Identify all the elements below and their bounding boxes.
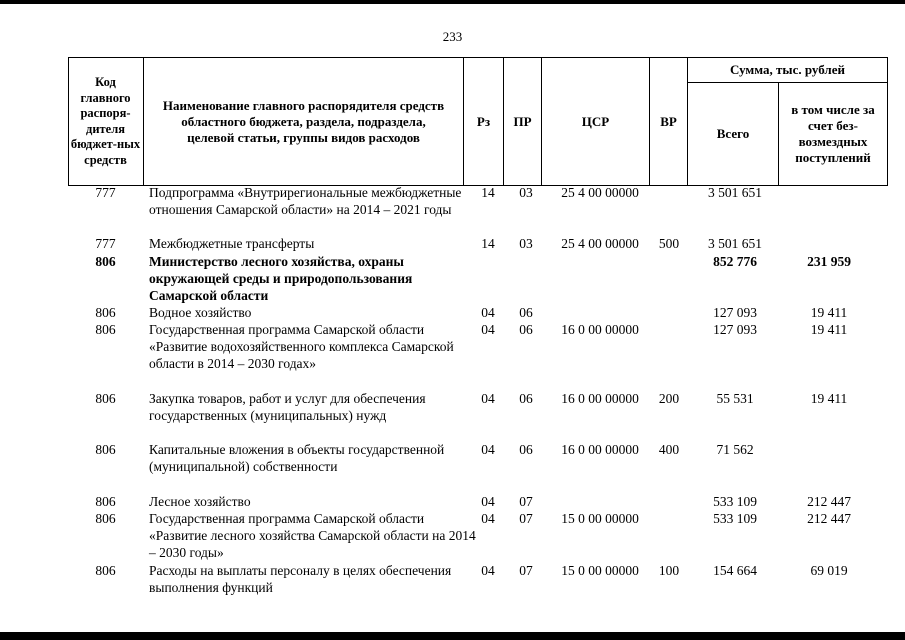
- row-free: 69 019: [810, 563, 848, 578]
- row-code: 806: [95, 494, 116, 509]
- row-rz: 04: [481, 442, 495, 457]
- row-code: 806: [95, 391, 116, 406]
- row-vr: 500: [658, 236, 680, 251]
- header-free-label: в том числе за счет без-возмездных поступлений: [791, 102, 875, 165]
- row-rz: 04: [481, 305, 495, 320]
- row-csr: 16 0 00 00000: [561, 322, 639, 337]
- header-name-label: Наименование главного распорядителя средств областного бюджета, раздела, подраздела, целевой статьи, группы видов расходов: [162, 97, 445, 145]
- row-total: 3 501 651: [708, 236, 762, 251]
- row-vr: 100: [658, 563, 680, 578]
- row-code: 806: [95, 254, 116, 269]
- row-rz: 04: [481, 511, 495, 526]
- header-code-label: Код главного распоря-дителя бюджет-ных средств: [70, 75, 141, 167]
- row-pr: 07: [519, 511, 533, 526]
- row-name: Закупка товаров, работ и услуг для обеспечения государственных (муниципальных) нужд: [149, 391, 426, 423]
- row-pr: 06: [519, 322, 533, 337]
- header-csr: [542, 57, 650, 186]
- row-total: 3 501 651: [708, 185, 762, 200]
- row-rz: 04: [481, 322, 495, 337]
- bottom-scan-border: [0, 632, 905, 640]
- row-total: 533 109: [713, 494, 757, 509]
- header-total: [688, 82, 779, 186]
- row-rz: 04: [481, 563, 495, 578]
- top-scan-border: [0, 0, 905, 4]
- row-rz: 04: [481, 494, 495, 509]
- row-name: Межбюджетные трансферты: [149, 236, 315, 251]
- row-code: 806: [95, 305, 116, 320]
- header-free: [779, 82, 887, 186]
- row-csr: 16 0 00 00000: [561, 391, 639, 406]
- row-free: 19 411: [810, 322, 848, 337]
- row-name: Лесное хозяйство: [149, 494, 251, 509]
- header-code: [68, 57, 144, 186]
- header-pr-label: ПР: [513, 113, 532, 129]
- header-sum-label: Сумма, тыс. рублей: [730, 61, 845, 77]
- row-code: 777: [95, 236, 116, 251]
- row-pr: 06: [519, 305, 533, 320]
- row-code: 806: [95, 563, 116, 578]
- row-pr: 07: [519, 563, 533, 578]
- header-vr: [650, 57, 688, 186]
- row-code: 806: [95, 511, 116, 526]
- row-csr: 25 4 00 00000: [561, 185, 639, 200]
- row-pr: 03: [519, 236, 533, 251]
- row-csr: 16 0 00 00000: [561, 442, 639, 457]
- header-name: [144, 57, 464, 186]
- row-free: 212 447: [807, 494, 851, 509]
- row-csr: 15 0 00 00000: [561, 511, 639, 526]
- row-free: 19 411: [810, 305, 848, 320]
- row-name: Подпрограмма «Внутрирегиональные межбюджетные отношения Самарской области» на 2014 – 2021 годы: [149, 185, 462, 217]
- header-pr: [504, 57, 542, 186]
- row-free: 231 959: [807, 254, 851, 269]
- header-vr-label: ВР: [660, 113, 677, 129]
- row-free: 212 447: [807, 511, 851, 526]
- row-rz: 14: [481, 185, 495, 200]
- row-code: 777: [95, 185, 116, 200]
- row-total: 533 109: [713, 511, 757, 526]
- row-pr: 03: [519, 185, 533, 200]
- row-csr: 15 0 00 00000: [561, 563, 639, 578]
- row-name: Водное хозяйство: [149, 305, 252, 320]
- page-number: 233: [442, 29, 463, 44]
- row-vr: 400: [658, 442, 680, 457]
- row-total: 154 664: [713, 563, 757, 578]
- header-sum: [688, 57, 887, 83]
- row-free: 19 411: [810, 391, 848, 406]
- row-name: Государственная программа Самарской области «Развитие водохозяйственного комплекса Самарской области в 2014 – 2030 годах»: [149, 322, 454, 371]
- row-pr: 06: [519, 391, 533, 406]
- row-name: Расходы на выплаты персоналу в целях обеспечения выполнения функций: [149, 563, 452, 595]
- row-total: 71 562: [716, 442, 754, 457]
- header-csr-label: ЦСР: [581, 113, 610, 129]
- row-pr: 07: [519, 494, 533, 509]
- row-pr: 06: [519, 442, 533, 457]
- row-total: 852 776: [713, 254, 757, 269]
- row-vr: 200: [658, 391, 680, 406]
- row-total: 127 093: [713, 305, 757, 320]
- row-name: Министерство лесного хозяйства, охраны окружающей среды и природопользования Самарской области: [149, 254, 413, 303]
- row-code: 806: [95, 442, 116, 457]
- row-name: Государственная программа Самарской области «Развитие лесного хозяйства Самарской области на 2014 – 2030 годы»: [149, 511, 476, 560]
- header-rz-label: Рз: [476, 113, 491, 129]
- row-rz: 14: [481, 236, 495, 251]
- row-name: Капитальные вложения в объекты государственной (муниципальной) собственности: [149, 442, 445, 474]
- row-total: 55 531: [716, 391, 754, 406]
- row-total: 127 093: [713, 322, 757, 337]
- row-code: 806: [95, 322, 116, 337]
- header-rz: [464, 57, 504, 186]
- row-rz: 04: [481, 391, 495, 406]
- header-total-label: Всего: [716, 126, 750, 141]
- row-csr: 25 4 00 00000: [561, 236, 639, 251]
